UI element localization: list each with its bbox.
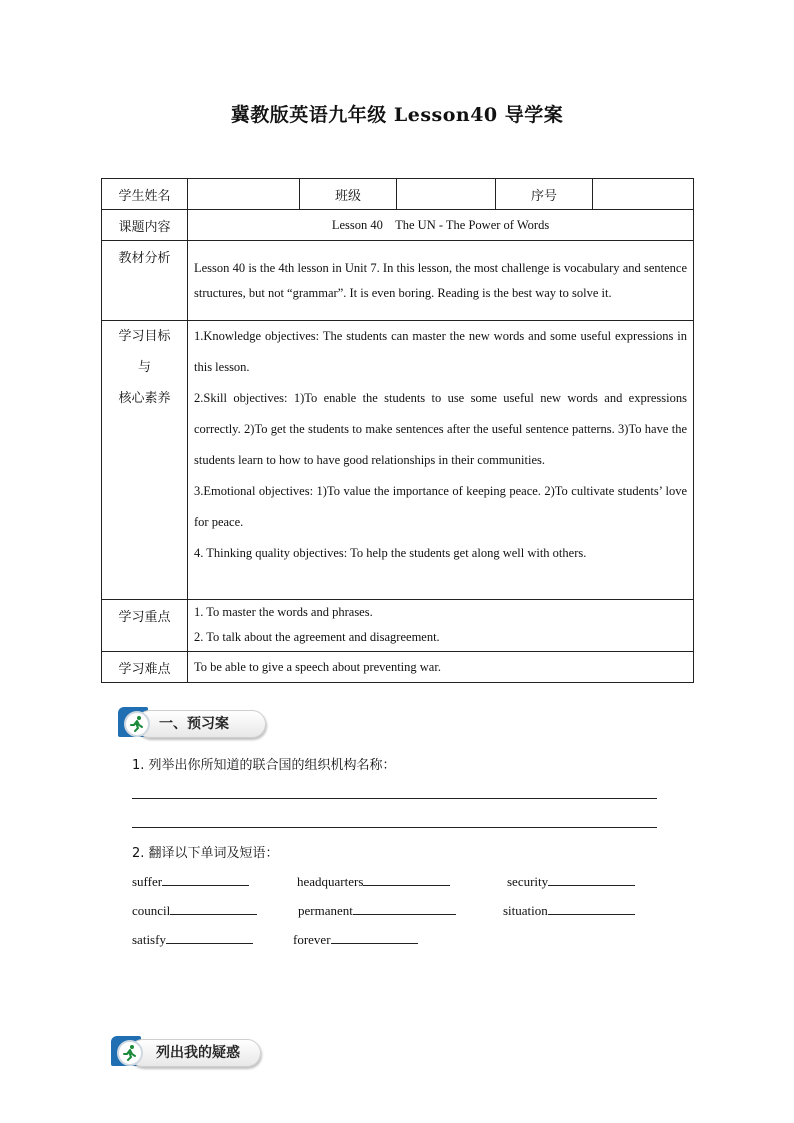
key-text [188,600,694,652]
vocab-item: situation [503,902,635,919]
goals-label [102,321,188,600]
section1-title: 一、预习案 [136,710,266,738]
key-label: 学习重点 [102,600,188,652]
runner-icon [124,711,150,737]
section2-title: 列出我的疑惑 [129,1039,261,1067]
class-field [397,179,496,210]
goal-item: 3.Emotional objectives: 1)To value the importance of keeping peace. 2)To cultivate students’ love for peace. [194,484,687,529]
runner-icon [117,1040,143,1066]
topic-label: 课题内容 [102,210,188,241]
answer-line [132,827,657,828]
page-title: 冀教版英语九年级 Lesson40 导学案 [230,104,564,126]
student-name-label: 学生姓名 [102,179,188,210]
answer-line [132,798,657,799]
goal-item: 2.Skill objectives: 1)To enable the students to use some useful new words and expressions correctly. 2)To get the students to make sentences after the useful sentence patterns. 3)To have the students learn to how to have good relationships in their communities. [194,391,687,467]
goals-label-line-3: 核心素养 [118,391,171,406]
seat-label: 序号 [496,179,593,210]
topic-value: Lesson 40 The UN - The Power of Words [188,210,694,241]
vocab-item: council [132,902,257,919]
vocab-item: permanent [298,902,456,919]
analysis-text: Lesson 40 is the 4th lesson in Unit 7. In this lesson, the most challenge is vocabulary and sentence structures, but not “grammar”. It is even boring. Reading is the best way to solve it. [188,241,694,321]
class-label: 班级 [300,179,397,210]
section2-banner [111,1036,263,1068]
vocab-item: headquarters [297,873,450,890]
goal-item: 1.Knowledge objectives: The students can master the new words and some useful expressions in this lesson. [194,329,687,374]
vocab-item: security [507,873,635,890]
student-name-field [188,179,300,210]
goals-label-line-2: 与 [137,360,151,375]
question-2: 2. 翻译以下单词及短语： [132,846,279,861]
question-1: 1. 列举出你所知道的联合国的组织机构名称： [132,758,396,773]
key-item: 2. To talk about the agreement and disagreement. [194,630,440,644]
goals-text [188,321,694,600]
difficulty-label: 学习难点 [102,652,188,683]
goals-label-line-1: 学习目标 [118,329,171,344]
seat-field [593,179,694,210]
vocab-item: forever [293,931,418,948]
info-table [101,178,694,683]
key-item: 1. To master the words and phrases. [194,605,373,619]
vocab-item: suffer [132,873,249,890]
section1-banner [118,707,268,739]
analysis-label: 教材分析 [102,241,188,321]
difficulty-text: To be able to give a speech about preventing war. [188,652,694,683]
goal-item: 4. Thinking quality objectives: To help the students get along well with others. [194,546,587,560]
vocab-item: satisfy [132,931,253,948]
